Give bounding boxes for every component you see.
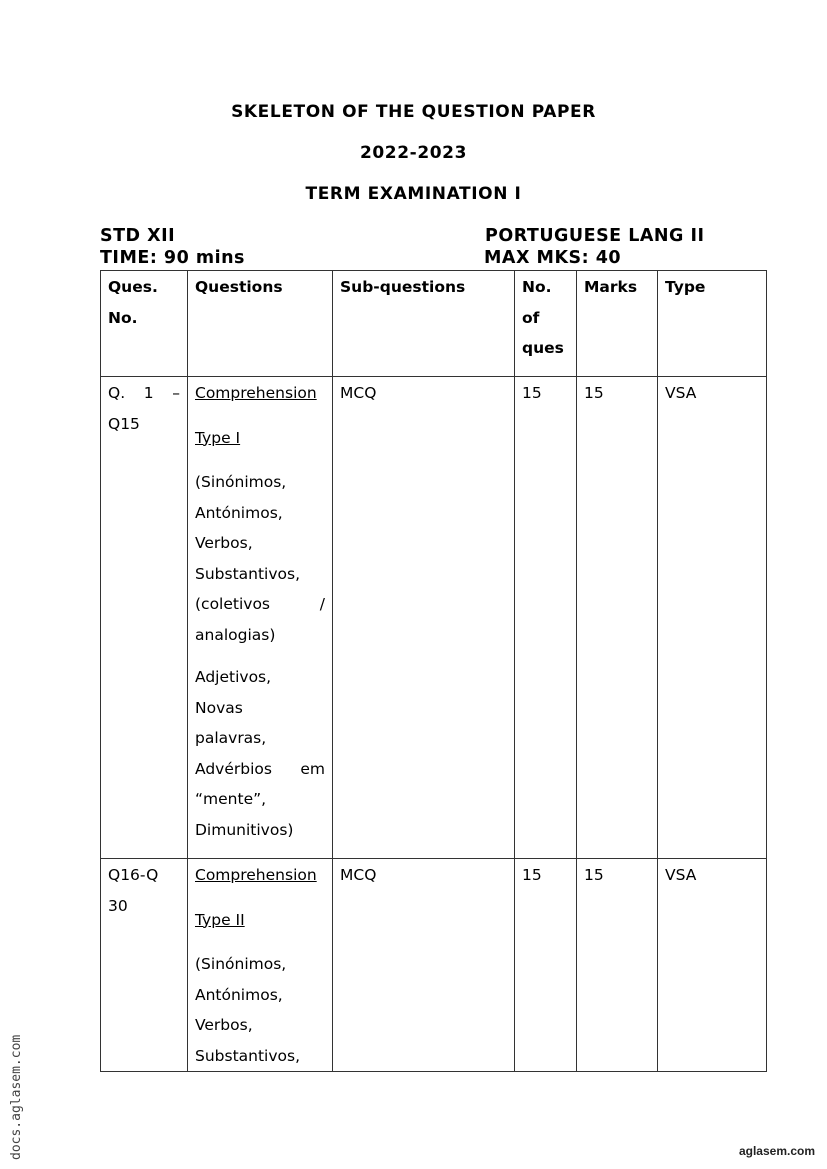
academic-year: 2022-2023 <box>359 143 468 163</box>
questions-cell <box>188 377 333 859</box>
type-cell: VSA <box>658 859 767 1072</box>
sub-questions-cell: MCQ <box>333 377 515 859</box>
question-paper-table <box>100 270 767 1072</box>
topic-list: Adjetivos, Novas palavras, Advérbios em “mente”, Dimunitivos) <box>195 668 325 839</box>
table-header-row <box>101 271 767 377</box>
sub-questions-cell: MCQ <box>333 859 515 1072</box>
marks-cell: 15 <box>577 377 658 859</box>
brand-label: aglasem.com <box>738 1144 815 1158</box>
standard-label: STD XII <box>100 226 176 246</box>
column-header-sub-questions: Sub-questions <box>333 271 515 377</box>
topic-list: (Sinónimos, Antónimos, Verbos, Substantivos, (coletivos / analogias) <box>195 473 325 644</box>
column-header-no-of-ques: No. of ques <box>515 271 577 377</box>
column-header-ques-no: Ques. No. <box>101 271 188 377</box>
ques-no-cell: Q. 1 – Q15 <box>101 377 188 859</box>
paper-title: SKELETON OF THE QUESTION PAPER <box>231 102 596 122</box>
section-heading: Comprehension <box>195 384 317 402</box>
section-subtype: Type II <box>195 910 245 929</box>
table-row <box>101 859 767 1072</box>
time-label: TIME: 90 mins <box>100 248 245 268</box>
section-heading: Comprehension <box>195 866 317 884</box>
watermark-text: docs.aglasem.com <box>9 1034 24 1160</box>
subject-label: PORTUGUESE LANG II <box>485 226 705 246</box>
ques-no-cell: Q16-Q 30 <box>101 859 188 1072</box>
column-header-marks: Marks <box>577 271 658 377</box>
type-cell: VSA <box>658 377 767 859</box>
no-of-ques-cell: 15 <box>515 859 577 1072</box>
column-header-questions: Questions <box>188 271 333 377</box>
column-header-type: Type <box>658 271 767 377</box>
topic-list: (Sinónimos, Antónimos, Verbos, Substantivos, <box>195 955 301 1065</box>
section-subtype: Type I <box>195 428 241 447</box>
max-marks-label: MAX MKS: 40 <box>484 248 622 268</box>
no-of-ques-cell: 15 <box>515 377 577 859</box>
questions-cell <box>188 859 333 1072</box>
marks-cell: 15 <box>577 859 658 1072</box>
table-row <box>101 377 767 859</box>
exam-name: TERM EXAMINATION I <box>305 184 522 204</box>
